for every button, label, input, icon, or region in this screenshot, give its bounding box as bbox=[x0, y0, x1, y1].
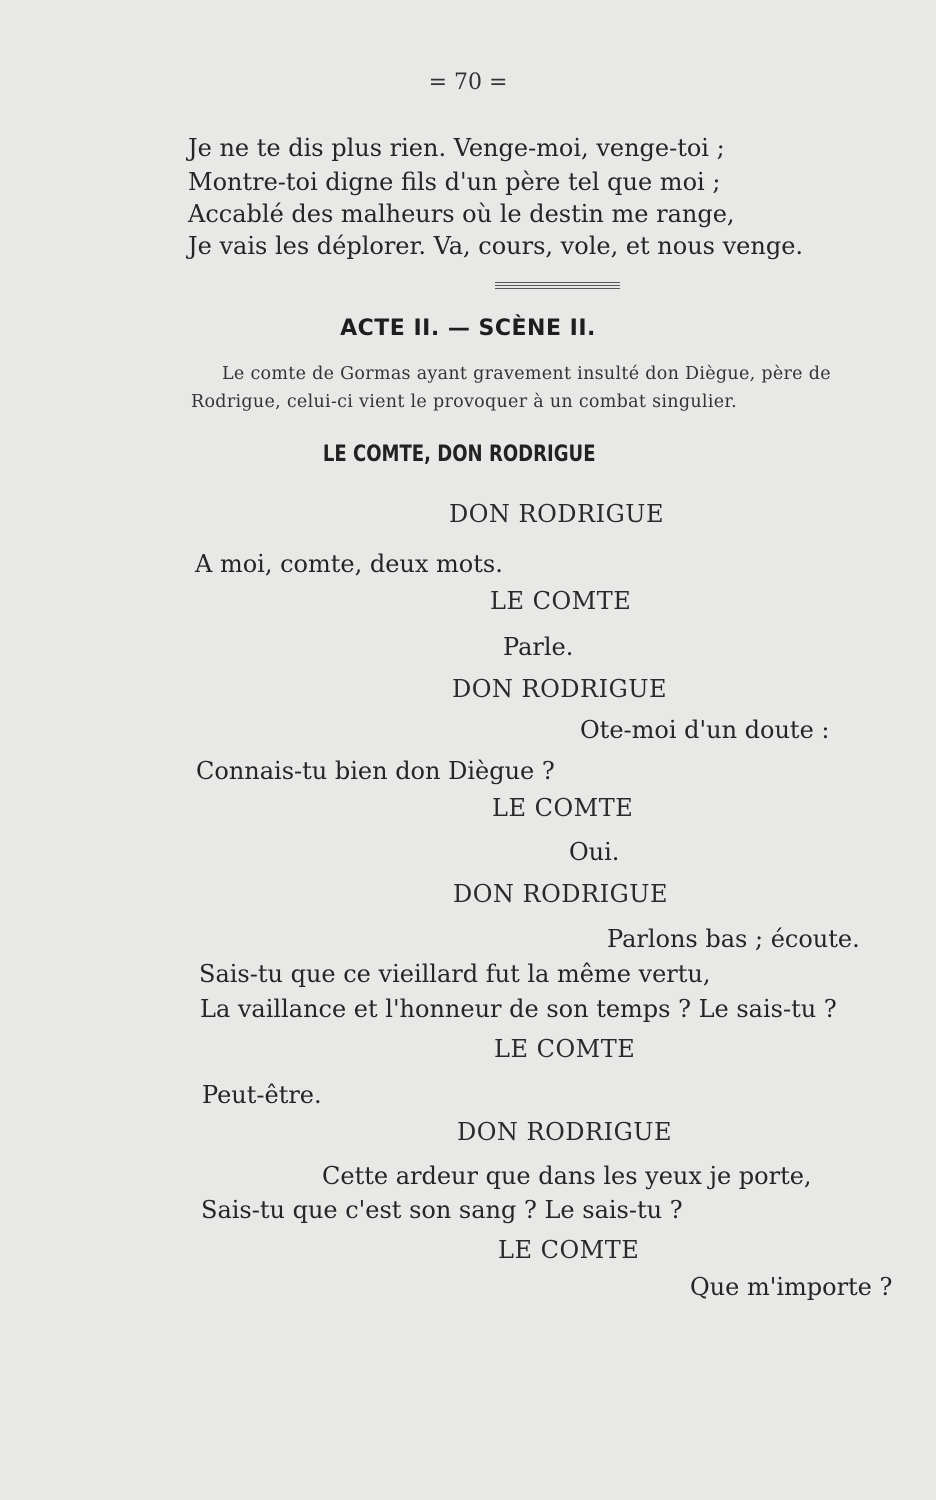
dialogue-line: Sais-tu que c'est son sang ? Le sais-tu ? bbox=[201, 1196, 683, 1224]
dialogue-line: La vaillance et l'honneur de son temps ? Le sais-tu ? bbox=[200, 995, 837, 1023]
dialogue-line: Oui. bbox=[569, 838, 620, 866]
speaker-name: DON RODRIGUE bbox=[453, 880, 669, 908]
dialogue-line: Ote-moi d'un doute : bbox=[580, 716, 830, 744]
dialogue-line: Cette ardeur que dans les yeux je porte, bbox=[322, 1162, 812, 1190]
speaker-name: DON RODRIGUE bbox=[452, 675, 668, 703]
section-divider bbox=[495, 285, 620, 286]
characters-in-scene: LE COMTE, DON RODRIGUE bbox=[322, 442, 596, 467]
speaker-name: DON RODRIGUE bbox=[457, 1118, 673, 1146]
verse-line: Je vais les déplorer. Va, cours, vole, et nous venge. bbox=[188, 232, 804, 260]
verse-line: Je ne te dis plus rien. Venge-moi, venge-toi ; bbox=[188, 134, 725, 162]
scene-argument: Le comte de Gormas ayant gravement insulté don Diègue, père de bbox=[222, 364, 831, 384]
speaker-name: DON RODRIGUE bbox=[449, 500, 665, 528]
speaker-name: LE COMTE bbox=[490, 587, 632, 615]
section-divider bbox=[495, 288, 620, 289]
page-number: = 70 = bbox=[428, 70, 508, 95]
dialogue-line: Parle. bbox=[503, 633, 574, 661]
dialogue-line: Sais-tu que ce vieillard fut la même vertu, bbox=[199, 960, 711, 988]
dialogue-line: Connais-tu bien don Diègue ? bbox=[196, 757, 555, 785]
scene-argument: Rodrigue, celui-ci vient le provoquer à un combat singulier. bbox=[191, 392, 737, 412]
verse-line: Montre-toi digne fils d'un père tel que moi ; bbox=[188, 168, 721, 196]
speaker-name: LE COMTE bbox=[494, 1035, 636, 1063]
speaker-name: LE COMTE bbox=[498, 1236, 640, 1264]
dialogue-line: Peut-être. bbox=[202, 1081, 322, 1109]
act-scene-heading: ACTE II. — SCÈNE II. bbox=[340, 316, 596, 341]
section-divider bbox=[495, 282, 620, 283]
dialogue-line: Que m'importe ? bbox=[690, 1273, 893, 1301]
speaker-name: LE COMTE bbox=[492, 794, 634, 822]
verse-line: Accablé des malheurs où le destin me range, bbox=[188, 200, 735, 228]
dialogue-line: Parlons bas ; écoute. bbox=[607, 925, 860, 953]
dialogue-line: A moi, comte, deux mots. bbox=[195, 550, 503, 578]
